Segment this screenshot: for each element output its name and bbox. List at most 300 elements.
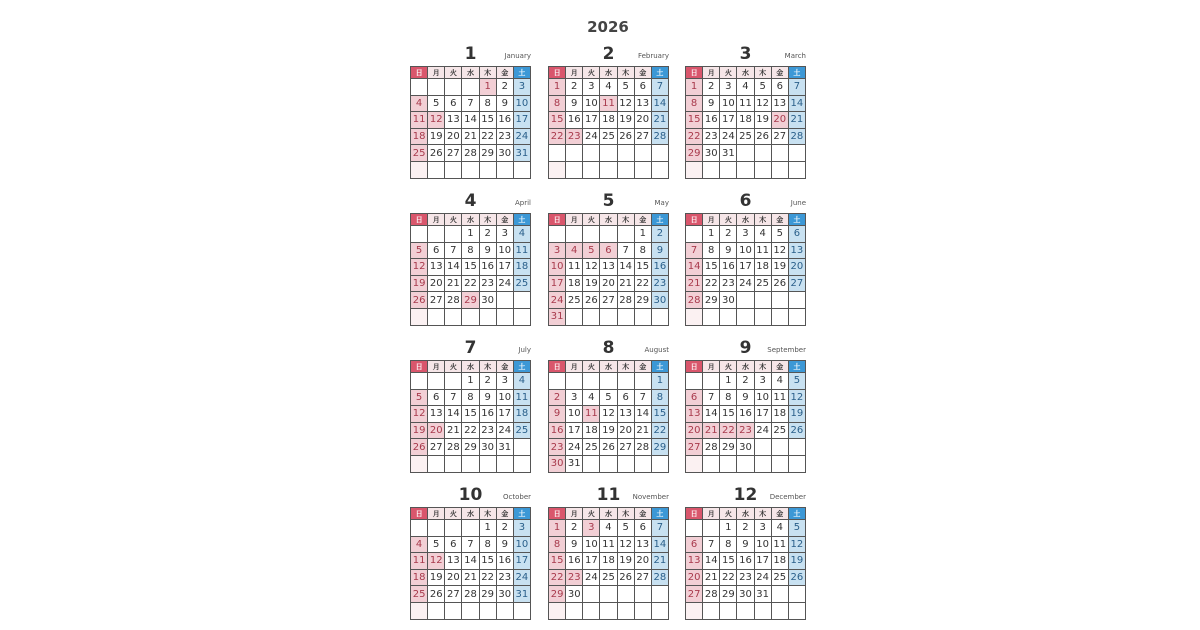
day-cell: 9: [549, 406, 566, 423]
empty-cell: [651, 455, 668, 472]
day-cell: 4: [583, 389, 600, 406]
empty-cell: [583, 145, 600, 162]
day-cell: 19: [754, 112, 771, 129]
empty-cell: [479, 161, 496, 178]
empty-cell: [428, 520, 445, 537]
weekday-header: 火: [445, 67, 462, 79]
weekday-header: 月: [428, 361, 445, 373]
day-cell: 27: [634, 128, 651, 145]
day-cell: 27: [600, 292, 617, 309]
day-cell: 15: [634, 259, 651, 276]
day-cell: 11: [583, 406, 600, 423]
weekday-header: 水: [462, 214, 479, 226]
day-cell: 9: [720, 242, 737, 259]
day-cell: 2: [651, 226, 668, 243]
empty-cell: [617, 308, 634, 325]
day-cell: 18: [771, 406, 788, 423]
day-cell: 27: [617, 439, 634, 456]
day-cell: 7: [703, 536, 720, 553]
empty-cell: [686, 602, 703, 619]
day-cell: 30: [479, 439, 496, 456]
weekday-header: 木: [479, 361, 496, 373]
day-cell: 21: [445, 422, 462, 439]
day-cell: 14: [462, 112, 479, 129]
day-cell: 24: [496, 422, 513, 439]
empty-cell: [462, 602, 479, 619]
day-cell: 25: [754, 275, 771, 292]
month-grid: [685, 360, 806, 473]
day-cell: 1: [703, 226, 720, 243]
day-cell: 13: [445, 553, 462, 570]
day-cell: 11: [771, 536, 788, 553]
day-cell: 6: [445, 95, 462, 112]
day-cell: 15: [462, 406, 479, 423]
day-cell: 9: [703, 95, 720, 112]
weekday-header: 火: [720, 361, 737, 373]
day-cell: 8: [549, 95, 566, 112]
weekday-header: 水: [737, 214, 754, 226]
day-cell: 1: [479, 79, 496, 96]
weekday-header: 土: [651, 361, 668, 373]
day-cell: 26: [617, 128, 634, 145]
day-cell: 21: [462, 569, 479, 586]
weekday-header: 日: [549, 67, 566, 79]
empty-cell: [686, 161, 703, 178]
day-cell: 1: [651, 373, 668, 390]
empty-cell: [617, 226, 634, 243]
day-cell: 9: [651, 242, 668, 259]
weekday-header: 月: [703, 361, 720, 373]
day-cell: 21: [634, 422, 651, 439]
day-cell: 20: [788, 259, 805, 276]
day-cell: 12: [428, 112, 445, 129]
empty-cell: [513, 161, 530, 178]
weekday-header: 水: [462, 361, 479, 373]
day-cell: 4: [513, 226, 530, 243]
day-cell: 5: [428, 95, 445, 112]
day-cell: 28: [686, 292, 703, 309]
month-grid: [548, 360, 669, 473]
day-cell: 22: [720, 422, 737, 439]
weekday-header: 日: [549, 361, 566, 373]
day-cell: 9: [566, 536, 583, 553]
day-cell: 13: [771, 95, 788, 112]
day-cell: 16: [720, 259, 737, 276]
empty-cell: [513, 292, 530, 309]
day-cell: 2: [737, 520, 754, 537]
day-cell: 23: [737, 422, 754, 439]
day-cell: 31: [720, 145, 737, 162]
weekday-header: 日: [411, 508, 428, 520]
day-cell: 11: [566, 259, 583, 276]
day-cell: 5: [617, 79, 634, 96]
day-cell: 8: [462, 389, 479, 406]
day-cell: 29: [720, 439, 737, 456]
empty-cell: [411, 79, 428, 96]
day-cell: 6: [634, 520, 651, 537]
day-cell: 12: [600, 406, 617, 423]
day-cell: 26: [617, 569, 634, 586]
day-cell: 30: [496, 586, 513, 603]
day-cell: 22: [479, 569, 496, 586]
day-cell: 1: [634, 226, 651, 243]
day-cell: 17: [496, 259, 513, 276]
day-cell: 3: [566, 389, 583, 406]
day-cell: 16: [496, 112, 513, 129]
day-cell: 15: [549, 112, 566, 129]
day-cell: 7: [686, 242, 703, 259]
day-cell: 5: [617, 520, 634, 537]
weekday-header: 日: [686, 214, 703, 226]
day-cell: 19: [788, 553, 805, 570]
month-grid: [410, 507, 531, 620]
empty-cell: [788, 455, 805, 472]
weekday-header: 金: [634, 67, 651, 79]
empty-cell: [428, 308, 445, 325]
day-cell: 17: [583, 553, 600, 570]
month-name: July: [518, 346, 531, 354]
day-cell: 28: [651, 569, 668, 586]
day-cell: 20: [445, 128, 462, 145]
empty-cell: [737, 602, 754, 619]
month-name: February: [637, 52, 669, 60]
weekday-header: 木: [754, 508, 771, 520]
empty-cell: [703, 161, 720, 178]
day-cell: 3: [754, 520, 771, 537]
day-cell: 18: [754, 259, 771, 276]
day-cell: 11: [513, 242, 530, 259]
day-cell: 30: [737, 439, 754, 456]
day-cell: 6: [634, 79, 651, 96]
empty-cell: [686, 455, 703, 472]
day-cell: 14: [651, 536, 668, 553]
day-cell: 24: [513, 128, 530, 145]
day-cell: 24: [566, 439, 583, 456]
day-cell: 9: [566, 95, 583, 112]
day-cell: 28: [703, 586, 720, 603]
day-cell: 8: [549, 536, 566, 553]
day-cell: 21: [686, 275, 703, 292]
weekday-header: 日: [686, 67, 703, 79]
day-cell: 31: [549, 308, 566, 325]
empty-cell: [600, 161, 617, 178]
day-cell: 2: [549, 389, 566, 406]
empty-cell: [771, 292, 788, 309]
day-cell: 23: [479, 422, 496, 439]
day-cell: 31: [566, 455, 583, 472]
weekday-header: 月: [566, 214, 583, 226]
day-cell: 24: [549, 292, 566, 309]
day-cell: 15: [720, 406, 737, 423]
weekday-header: 金: [771, 361, 788, 373]
month-number: 6: [739, 191, 752, 211]
empty-cell: [617, 161, 634, 178]
day-cell: 30: [566, 586, 583, 603]
weekday-header: 火: [445, 361, 462, 373]
month-name: January: [504, 52, 531, 60]
empty-cell: [566, 145, 583, 162]
day-cell: 11: [600, 95, 617, 112]
empty-cell: [462, 455, 479, 472]
day-cell: 18: [737, 112, 754, 129]
day-cell: 23: [651, 275, 668, 292]
day-cell: 9: [479, 389, 496, 406]
day-cell: 15: [703, 259, 720, 276]
day-cell: 7: [651, 79, 668, 96]
empty-cell: [686, 226, 703, 243]
day-cell: 20: [634, 112, 651, 129]
day-cell: 20: [771, 112, 788, 129]
day-cell: 26: [428, 586, 445, 603]
day-cell: 26: [788, 569, 805, 586]
day-cell: 2: [566, 520, 583, 537]
day-cell: 17: [583, 112, 600, 129]
day-cell: 29: [549, 586, 566, 603]
empty-cell: [617, 373, 634, 390]
weekday-header: 金: [496, 214, 513, 226]
empty-cell: [617, 586, 634, 603]
day-cell: 5: [411, 242, 428, 259]
empty-cell: [428, 455, 445, 472]
empty-cell: [583, 226, 600, 243]
day-cell: 29: [703, 292, 720, 309]
empty-cell: [445, 226, 462, 243]
day-cell: 19: [600, 422, 617, 439]
day-cell: 1: [462, 226, 479, 243]
month-number: 3: [739, 44, 752, 64]
day-cell: 7: [462, 95, 479, 112]
day-cell: 13: [600, 259, 617, 276]
weekday-header: 金: [496, 67, 513, 79]
day-cell: 21: [703, 422, 720, 439]
day-cell: 14: [703, 406, 720, 423]
weekday-header: 日: [686, 508, 703, 520]
empty-cell: [788, 586, 805, 603]
empty-cell: [634, 455, 651, 472]
empty-cell: [583, 602, 600, 619]
empty-cell: [788, 145, 805, 162]
day-cell: 3: [583, 520, 600, 537]
day-cell: 12: [788, 389, 805, 406]
day-cell: 19: [428, 569, 445, 586]
month-number: 10: [458, 485, 483, 505]
empty-cell: [496, 308, 513, 325]
month-name: August: [644, 346, 669, 354]
empty-cell: [600, 226, 617, 243]
day-cell: 3: [496, 373, 513, 390]
empty-cell: [549, 602, 566, 619]
empty-cell: [583, 373, 600, 390]
day-cell: 6: [600, 242, 617, 259]
day-cell: 2: [703, 79, 720, 96]
day-cell: 20: [686, 422, 703, 439]
day-cell: 21: [651, 112, 668, 129]
day-cell: 29: [479, 586, 496, 603]
empty-cell: [462, 308, 479, 325]
weekday-header: 火: [720, 214, 737, 226]
day-cell: 14: [703, 553, 720, 570]
weekday-header: 火: [720, 67, 737, 79]
empty-cell: [617, 455, 634, 472]
empty-cell: [411, 520, 428, 537]
empty-cell: [583, 586, 600, 603]
day-cell: 30: [737, 586, 754, 603]
day-cell: 3: [754, 373, 771, 390]
day-cell: 28: [634, 439, 651, 456]
day-cell: 16: [549, 422, 566, 439]
day-cell: 13: [634, 536, 651, 553]
day-cell: 1: [549, 520, 566, 537]
day-cell: 13: [428, 259, 445, 276]
weekday-header: 月: [703, 67, 720, 79]
empty-cell: [462, 79, 479, 96]
weekday-header: 月: [428, 67, 445, 79]
day-cell: 4: [411, 536, 428, 553]
empty-cell: [566, 161, 583, 178]
empty-cell: [479, 308, 496, 325]
day-cell: 16: [737, 406, 754, 423]
day-cell: 2: [737, 373, 754, 390]
day-cell: 17: [754, 553, 771, 570]
day-cell: 21: [703, 569, 720, 586]
day-cell: 9: [479, 242, 496, 259]
weekday-header: 土: [788, 361, 805, 373]
empty-cell: [411, 308, 428, 325]
empty-cell: [634, 586, 651, 603]
day-cell: 4: [771, 520, 788, 537]
day-cell: 22: [462, 422, 479, 439]
day-cell: 18: [566, 275, 583, 292]
empty-cell: [411, 455, 428, 472]
empty-cell: [720, 308, 737, 325]
month-grid: [410, 360, 531, 473]
empty-cell: [788, 602, 805, 619]
day-cell: 3: [583, 79, 600, 96]
day-cell: 4: [513, 373, 530, 390]
weekday-header: 水: [600, 508, 617, 520]
day-cell: 14: [634, 406, 651, 423]
weekday-header: 月: [428, 214, 445, 226]
day-cell: 25: [737, 128, 754, 145]
empty-cell: [703, 455, 720, 472]
weekday-header: 日: [549, 214, 566, 226]
day-cell: 22: [703, 275, 720, 292]
weekday-header: 火: [445, 214, 462, 226]
day-cell: 17: [496, 406, 513, 423]
empty-cell: [754, 308, 771, 325]
empty-cell: [445, 373, 462, 390]
day-cell: 7: [634, 389, 651, 406]
day-cell: 8: [703, 242, 720, 259]
day-cell: 13: [428, 406, 445, 423]
empty-cell: [445, 520, 462, 537]
day-cell: 10: [754, 536, 771, 553]
day-cell: 15: [549, 553, 566, 570]
day-cell: 26: [600, 439, 617, 456]
day-cell: 8: [651, 389, 668, 406]
weekday-header: 木: [479, 214, 496, 226]
day-cell: 18: [411, 569, 428, 586]
empty-cell: [617, 602, 634, 619]
day-cell: 7: [651, 520, 668, 537]
empty-cell: [754, 145, 771, 162]
weekday-header: 木: [617, 361, 634, 373]
day-cell: 5: [583, 242, 600, 259]
weekday-header: 水: [737, 67, 754, 79]
empty-cell: [651, 308, 668, 325]
day-cell: 27: [428, 292, 445, 309]
empty-cell: [634, 161, 651, 178]
day-cell: 13: [617, 406, 634, 423]
month-grid: [685, 66, 806, 179]
weekday-header: 日: [411, 214, 428, 226]
empty-cell: [771, 308, 788, 325]
day-cell: 25: [411, 145, 428, 162]
empty-cell: [583, 308, 600, 325]
day-cell: 11: [411, 112, 428, 129]
day-cell: 2: [496, 79, 513, 96]
day-cell: 25: [771, 569, 788, 586]
weekday-header: 金: [771, 67, 788, 79]
empty-cell: [634, 602, 651, 619]
day-cell: 22: [651, 422, 668, 439]
day-cell: 26: [583, 292, 600, 309]
day-cell: 30: [479, 292, 496, 309]
day-cell: 10: [513, 536, 530, 553]
empty-cell: [788, 439, 805, 456]
weekday-header: 火: [583, 67, 600, 79]
day-cell: 20: [634, 553, 651, 570]
day-cell: 6: [771, 79, 788, 96]
day-cell: 7: [445, 389, 462, 406]
day-cell: 17: [720, 112, 737, 129]
day-cell: 28: [445, 292, 462, 309]
day-cell: 24: [737, 275, 754, 292]
day-cell: 10: [566, 406, 583, 423]
empty-cell: [496, 602, 513, 619]
day-cell: 25: [566, 292, 583, 309]
day-cell: 6: [686, 389, 703, 406]
day-cell: 16: [566, 553, 583, 570]
day-cell: 13: [686, 553, 703, 570]
day-cell: 16: [566, 112, 583, 129]
day-cell: 10: [737, 242, 754, 259]
weekday-header: 土: [513, 214, 530, 226]
day-cell: 11: [737, 95, 754, 112]
day-cell: 13: [445, 112, 462, 129]
empty-cell: [445, 161, 462, 178]
empty-cell: [566, 226, 583, 243]
weekday-header: 火: [583, 508, 600, 520]
day-cell: 29: [462, 292, 479, 309]
day-cell: 2: [720, 226, 737, 243]
day-cell: 10: [720, 95, 737, 112]
weekday-header: 木: [479, 508, 496, 520]
empty-cell: [788, 292, 805, 309]
day-cell: 12: [428, 553, 445, 570]
empty-cell: [600, 308, 617, 325]
empty-cell: [462, 520, 479, 537]
day-cell: 22: [479, 128, 496, 145]
day-cell: 5: [754, 79, 771, 96]
day-cell: 22: [549, 128, 566, 145]
empty-cell: [411, 161, 428, 178]
empty-cell: [651, 145, 668, 162]
day-cell: 6: [428, 242, 445, 259]
weekday-header: 日: [411, 67, 428, 79]
weekday-header: 土: [788, 508, 805, 520]
empty-cell: [583, 161, 600, 178]
